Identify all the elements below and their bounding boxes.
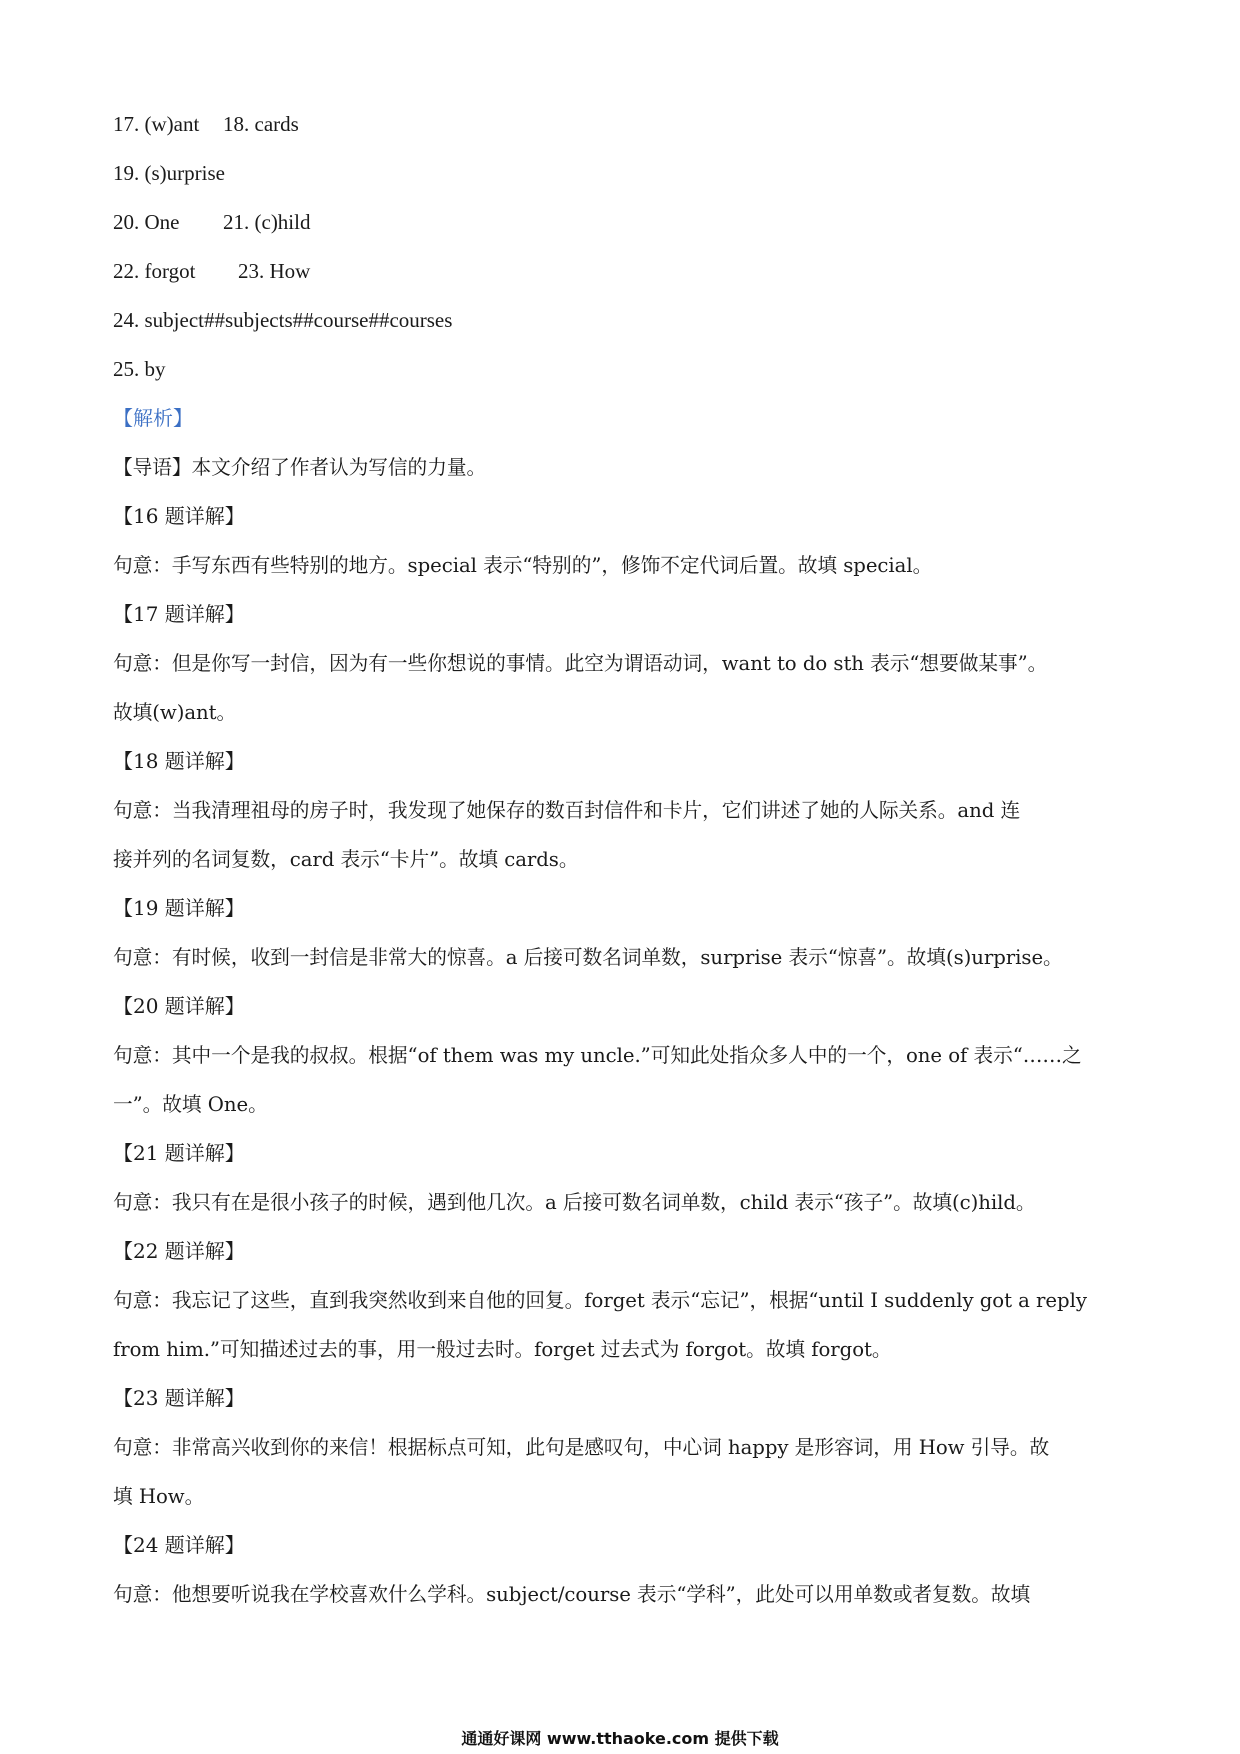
answer-item: 25. by	[113, 357, 166, 381]
document-content	[113, 100, 1133, 1619]
detail-line: 句意：手写东西有些特别的地方。special 表示“特别的”，修饰不定代词后置。故填 special。	[113, 554, 933, 577]
detail-line: 句意：但是你写一封信，因为有一些你想说的事情。此空为谓语动词，want to do sth 表示“想要做某事”。	[113, 652, 1048, 675]
answer-line	[113, 149, 1133, 198]
detail-heading: 【24 题详解】	[113, 1533, 245, 1557]
answer-item: 19. (s)urprise	[113, 161, 225, 185]
detail-heading: 【21 题详解】	[113, 1141, 245, 1165]
answer-item: 23. How	[238, 259, 311, 283]
detail-line: 一”。故填 One。	[113, 1093, 268, 1116]
detail-heading: 【17 题详解】	[113, 602, 245, 626]
detail-heading: 【20 题详解】	[113, 994, 245, 1018]
answer-item: 21. (c)hild	[223, 210, 311, 234]
detail-heading: 【18 题详解】	[113, 749, 245, 773]
detail-line: 句意：我忘记了这些，直到我突然收到来自他的回复。forget 表示“忘记”，根据“until I suddenly got a reply	[113, 1289, 1087, 1312]
answer-item: 20. One	[113, 210, 180, 234]
detail-line: 句意：其中一个是我的叔叔。根据“of them was my uncle.”可知此处指众多人中的一个，one of 表示“……之	[113, 1044, 1082, 1067]
answer-item: 22. forgot	[113, 259, 196, 283]
page-footer: 通通好课网 www.tthaoke.com 提供下载	[461, 1729, 779, 1748]
detail-heading: 【23 题详解】	[113, 1386, 245, 1410]
detail-line: 句意：有时候，收到一封信是非常大的惊喜。a 后接可数名词单数，surprise 表示“惊喜”。故填(s)urprise。	[113, 946, 1063, 969]
answer-line	[113, 247, 1133, 296]
detail-heading: 【22 题详解】	[113, 1239, 245, 1263]
answer-item: 17. (w)ant	[113, 112, 200, 136]
answer-line	[113, 296, 1133, 345]
detail-line: 句意：当我清理祖母的房子时，我发现了她保存的数百封信件和卡片，它们讲述了她的人际关系。and 连	[113, 799, 1021, 822]
detail-line: 接并列的名词复数，card 表示“卡片”。故填 cards。	[113, 848, 579, 871]
analysis-label: 【解析】	[113, 406, 193, 430]
detail-line: 填 How。	[113, 1485, 205, 1508]
answer-item: 18. cards	[223, 112, 299, 136]
answer-line	[113, 100, 1133, 149]
detail-line: from him.”可知描述过去的事，用一般过去时。forget 过去式为 forgot。故填 forgot。	[113, 1338, 892, 1361]
detail-line: 故填(w)ant。	[113, 701, 237, 724]
answer-line	[113, 198, 1133, 247]
detail-line: 句意：他想要听说我在学校喜欢什么学科。subject/course 表示“学科”，此处可以用单数或者复数。故填	[113, 1583, 1031, 1606]
detail-heading: 【19 题详解】	[113, 896, 245, 920]
detail-line: 句意：非常高兴收到你的来信！根据标点可知，此句是感叹句，中心词 happy 是形容词，用 How 引导。故	[113, 1436, 1050, 1459]
answer-item: 24. subject##subjects##course##courses	[113, 308, 453, 332]
detail-line: 句意：我只有在是很小孩子的时候，遇到他几次。a 后接可数名词单数，child 表示“孩子”。故填(c)hild。	[113, 1191, 1036, 1214]
detail-heading: 【16 题详解】	[113, 504, 245, 528]
intro-text: 【导语】本文介绍了作者认为写信的力量。	[113, 456, 487, 479]
answer-line	[113, 345, 1133, 394]
